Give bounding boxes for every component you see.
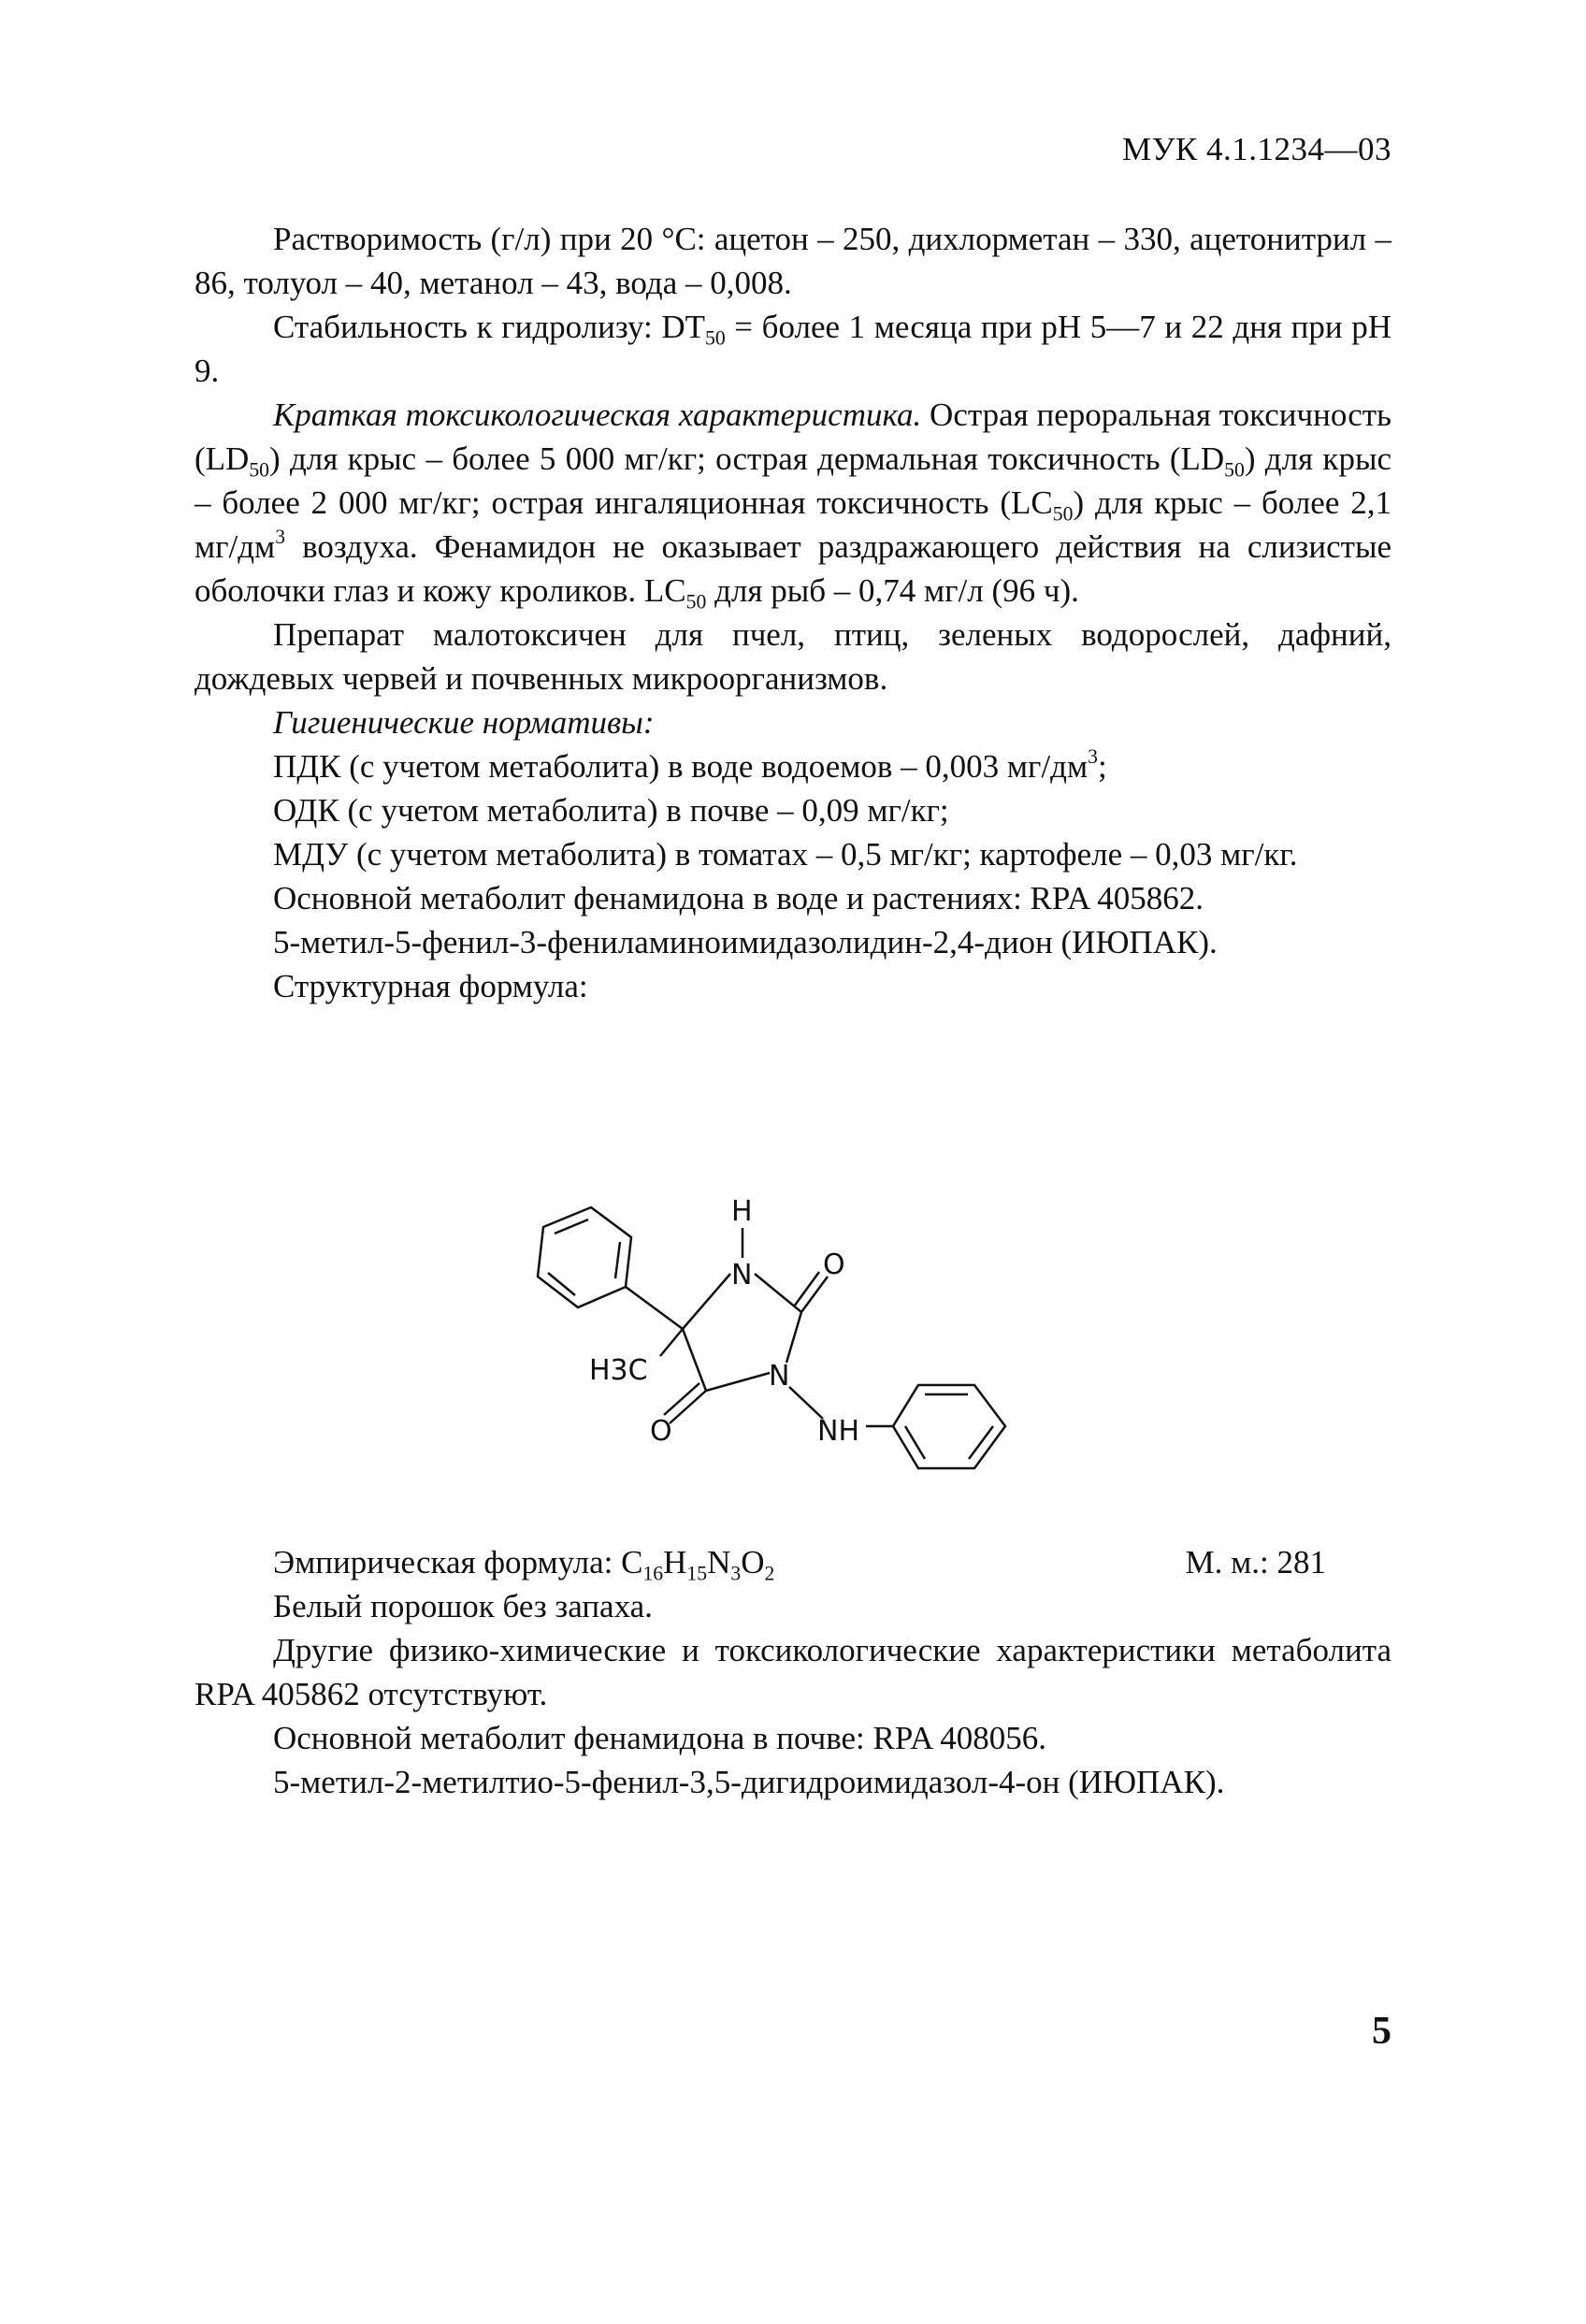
atom-n-bottom: N: [769, 1360, 790, 1393]
lower-text: [195, 1584, 1391, 1804]
atom-n-top: N: [731, 1259, 753, 1292]
metabolite-water-line: Основной метаболит фенамидона в воде и растениях: RPA 405862.: [273, 880, 1204, 917]
toxicology-heading: Краткая токсикологическая характеристика.: [273, 397, 922, 433]
pdk-line: ПДК (с учетом метаболита) в воде водоемов – 0,003 $мг/дм^3$;: [273, 744, 1107, 785]
odk-line: ОДК (с учетом метаболита) в почве – 0,09 мг/кг;: [273, 792, 949, 829]
page-number: 5: [1372, 2010, 1391, 2053]
structural-formula-diagram: [496, 1155, 1075, 1529]
atom-o-right: O: [823, 1249, 845, 1281]
structural-formula-label: Структурная формула:: [273, 968, 588, 1004]
methyl-label: H3C: [589, 1354, 648, 1387]
solubility-paragraph: Растворимость (г/л) при 20 °С: ацетон – 250, дихлорметан – 330, ацетонитрил – 86, толуол – 40, метанол – 43, вода – 0,008.: [195, 221, 1391, 301]
atom-h: H: [731, 1195, 753, 1228]
ecotoxicity-paragraph: Препарат малотоксичен для пчел, птиц, зеленых водорослей, дафний, дождевых червей и почвенных микроорганизмов.: [195, 616, 1391, 697]
empirical-formula: Эмпирическая формула: $C_{16}H_{15}N_3O_2$: [273, 1544, 775, 1585]
stability-paragraph: Стабильность к гидролизу: $DT_{50}$ = более 1 месяца при pH 5—7 и 22 дня при pH 9.: [195, 309, 1391, 389]
metabolite-soil-line: Основной метаболит фенамидона в почве: RPA 408056.: [273, 1720, 1046, 1756]
toxicology-paragraph: Краткая токсикологическая характеристика. Острая пероральная токсичность $(LD_{50})$ для крыс – более 5 000 мг/кг; острая дермальная токсичность $(LD_{50})$ для крыс – более 2 000 мг/кг; острая ингаляционная токсичность $(LC_{50})$ для крыс – более 2,1 $мг/дм^3$ воздуха. Фенамидон не оказывает раздражающего действия на слизистые оболочки глаз и кожу кроликов. $LC_{50}$ для рыб – 0,74 мг/л (96 ч).: [195, 397, 1391, 613]
molecular-mass: М. м.: 281: [1185, 1544, 1326, 1581]
other-characteristics-paragraph: Другие физико-химические и токсикологические характеристики метаболита RPA 405862 отсутствуют.: [195, 1632, 1391, 1712]
amine-label: NH: [817, 1415, 859, 1448]
powder-line: Белый порошок без запаха.: [273, 1588, 653, 1624]
iupac-name-1: 5-метил-5-фенил-3-фениламиноимидазолидин-2,4-дион (ИЮПАК).: [273, 924, 1218, 960]
main-text: [195, 217, 1391, 1008]
iupac-name-2: 5-метил-2-метилтио-5-фенил-3,5-дигидроимидазол-4-он (ИЮПАК).: [273, 1764, 1225, 1800]
hygiene-heading: Гигиенические нормативы:: [273, 704, 655, 741]
empirical-formula-line: [273, 1540, 1326, 1584]
document-code: МУК 4.1.1234—03: [1122, 131, 1391, 167]
mdu-line: МДУ (с учетом метаболита) в томатах – 0,5 мг/кг; картофеле – 0,03 мг/кг.: [273, 836, 1298, 873]
atom-o-bottom: O: [650, 1415, 672, 1448]
bond-phenyl-c5: [626, 1287, 683, 1329]
phenyl-ring-right: [893, 1385, 1005, 1468]
